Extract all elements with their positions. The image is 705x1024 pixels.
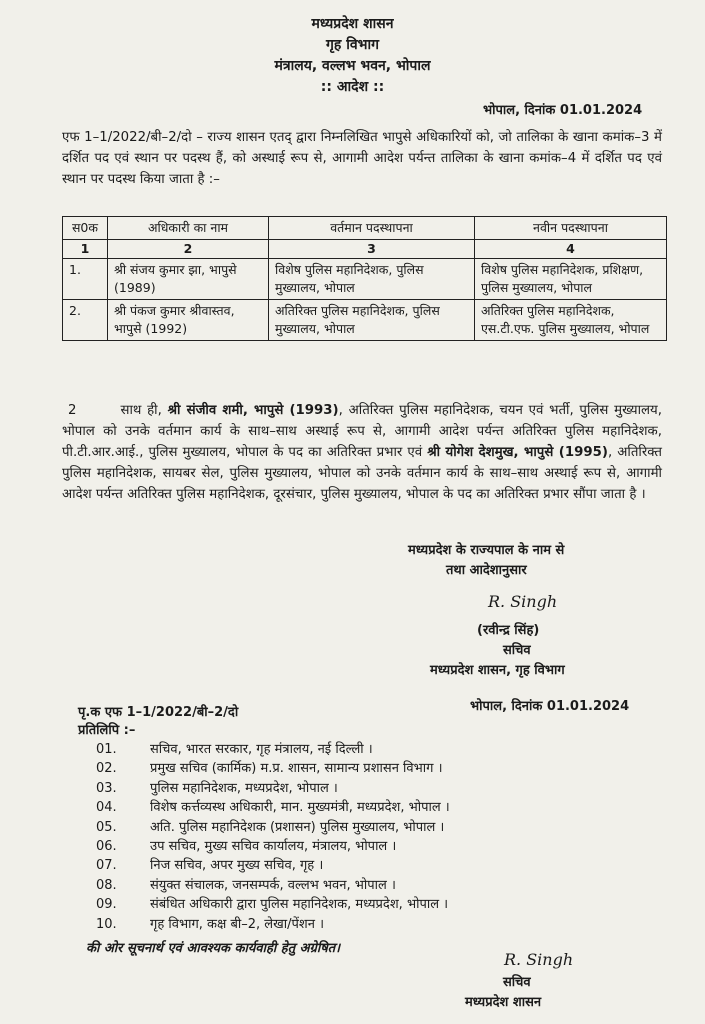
list-item: 03. पुलिस महानिदेशक, मध्यप्रदेश, भोपाल । <box>96 780 338 796</box>
cell-officer-name: श्री संजय कुमार झा, भापुसे (1989) <box>108 259 269 300</box>
header-current-posting: वर्तमान पदस्थापना <box>269 217 475 240</box>
signatory-department: मध्यप्रदेश शासन, गृह विभाग <box>430 663 565 678</box>
header-order-title: :: आदेश :: <box>320 79 385 95</box>
col-number: 3 <box>269 240 475 259</box>
header-address: मंत्रालय, वल्लभ भवन, भोपाल <box>274 58 431 74</box>
table-header-row <box>63 217 667 240</box>
copy-label: प्रतिलिपि :– <box>78 723 136 738</box>
authority-line-2: तथा आदेशानुसार <box>446 563 527 578</box>
officer-name-bold: श्री संजीव शमी, भापुसे (1993) <box>167 403 339 418</box>
cell-new-posting: विशेष पुलिस महानिदेशक, प्रशिक्षण, पुलिस मुख्यालय, भोपाल <box>475 259 667 300</box>
para-2-text-c: , अतिरिक्त पुलिस महानिदेशक, सायबर सेल, पुलिस मुख्यालय, भोपाल को उनके वर्तमान कार्य के साथ–साथ अस्थाई रूप से, आगामी आदेश पर्यन्त अतिरिक्त पुलिस महानिदेशक, दूरसंचार, पुलिस मुख्यालय, भोपाल के पद का अतिरिक्त प्रभार सौंपा जाता है । <box>62 445 662 502</box>
header-officer-name: अधिकारी का नाम <box>108 217 269 240</box>
authority-line-1: मध्यप्रदेश के राज्यपाल के नाम से <box>408 543 565 558</box>
header-department: गृह विभाग <box>326 37 379 53</box>
header-new-posting: नवीन पदस्थापना <box>475 217 667 240</box>
endorsement-date: भोपाल, दिनांक 01.01.2024 <box>470 699 630 714</box>
signature: R. Singh <box>488 592 558 611</box>
officer-name-bold: श्री योगेश देशमुख, भापुसे (1995) <box>427 445 608 460</box>
signatory-name: (रवीन्द्र सिंह) <box>477 623 540 638</box>
cell-new-posting: अतिरिक्त पुलिस महानिदेशक, एस.टी.एफ. पुलिस मुख्यालय, भोपाल <box>475 300 667 341</box>
header-sno: स0क <box>63 217 108 240</box>
col-number: 4 <box>475 240 667 259</box>
table-row <box>63 300 667 341</box>
list-item: 02. प्रमुख सचिव (कार्मिक) म.प्र. शासन, सामान्य प्रशासन विभाग । <box>96 761 443 777</box>
list-item: 07. निज सचिव, अपर मुख्य सचिव, गृह । <box>96 858 324 874</box>
endorsement-ref: पृ.क एफ 1–1/2022/बी–2/दो <box>78 705 239 720</box>
closing-line: की ओर सूचनार्थ एवं आवश्यक कार्यवाही हेतु अग्रेषित। <box>86 941 341 956</box>
list-item: 09. संबंधित अधिकारी द्वारा पुलिस महानिदेशक, मध्यप्रदेश, भोपाल । <box>96 897 449 913</box>
col-number: 2 <box>108 240 269 259</box>
endorsement-department: मध्यप्रदेश शासन <box>465 995 542 1010</box>
cell-current-posting: अतिरिक्त पुलिस महानिदेशक, पुलिस मुख्यालय, भोपाल <box>269 300 475 341</box>
signature: R. Singh <box>504 950 574 969</box>
header-state: मध्यप्रदेश शासन <box>311 16 394 32</box>
cell-sno: 1. <box>63 259 108 300</box>
list-item: 04. विशेष कर्त्तव्यस्थ अधिकारी, मान. मुख्यमंत्री, मध्यप्रदेश, भोपाल । <box>96 800 450 816</box>
list-item: 06. उप सचिव, मुख्य सचिव कार्यालय, मंत्रालय, भोपाल । <box>96 838 397 854</box>
cell-officer-name: श्री पंकज कुमार श्रीवास्तव, भापुसे (1992) <box>108 300 269 341</box>
intro-paragraph: एफ 1–1/2022/बी–2/दो – राज्य शासन एतद् द्वारा निम्नलिखित भापुसे अधिकारियों को, जो तालिका के खाना कमांक–3 में दर्शित पद एवं स्थान पर पदस्थ हैं, को अस्थाई रूप से, आगामी आदेश पर्यन्त तालिका के खाना कमांक–4 में दर्शित पद एवं स्थान पर पदस्थ किया जाता है :– <box>62 130 662 187</box>
list-item: 05. अति. पुलिस महानिदेशक (प्रशासन) पुलिस मुख्यालय, भोपाल । <box>96 819 445 835</box>
signatory-designation: सचिव <box>503 643 531 658</box>
endorsement-designation: सचिव <box>503 975 531 990</box>
cell-current-posting: विशेष पुलिस महानिदेशक, पुलिस मुख्यालय, भोपाल <box>269 259 475 300</box>
list-item: 10. गृह विभाग, कक्ष बी–2, लेखा/पेंशन । <box>96 916 324 932</box>
para-2-number: 2 <box>68 403 77 418</box>
table-column-number-row <box>63 240 667 259</box>
copy-list <box>96 740 450 934</box>
table-row <box>63 259 667 300</box>
posting-table <box>62 216 667 341</box>
order-date: भोपाल, दिनांक 01.01.2024 <box>483 103 643 118</box>
para-2-text-b: , अतिरिक्त पुलिस महानिदेशक, चयन एवं भर्ती, पुलिस मुख्यालय, भोपाल को उनके वर्तमान कार्य के साथ–साथ अस्थाई रूप से, आगामी आदेश पर्यन्त अतिरिक्त पुलिस महानिदेशक, पी.टी.आर.आई., पुलिस मुख्यालय, भोपाल के पद का अतिरिक्त प्रभार एवं <box>62 403 662 460</box>
cell-sno: 2. <box>63 300 108 341</box>
para-2-text-a: साथ ही, <box>120 403 168 418</box>
para-2 <box>62 400 662 505</box>
col-number: 1 <box>63 240 108 259</box>
list-item: 08. संयुक्त संचालक, जनसम्पर्क, वल्लभ भवन, भोपाल । <box>96 877 396 893</box>
list-item: 01. सचिव, भारत सरकार, गृह मंत्रालय, नई दिल्ली । <box>96 742 373 757</box>
